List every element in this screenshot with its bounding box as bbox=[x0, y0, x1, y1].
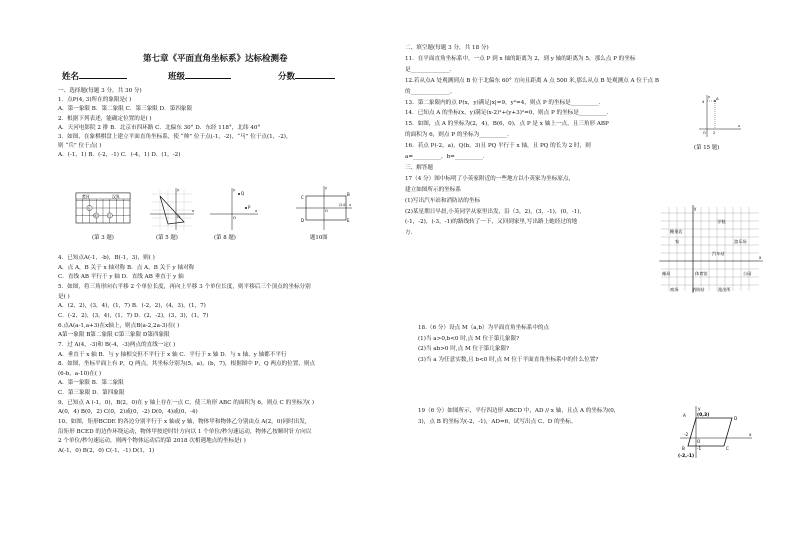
fig10-y-axis: y bbox=[325, 186, 328, 190]
fig15-origin: O bbox=[703, 131, 706, 135]
left-line-7: A．(-1，1) B．(-2，-1) C．(-4，1) D．(1，-2) bbox=[58, 152, 181, 159]
left-line2-0: 4．已知点A(-1，-b)，B(-1，3)，则( ) bbox=[58, 255, 155, 261]
name-blank[interactable] bbox=[79, 78, 127, 79]
fig8-p-label: P bbox=[248, 205, 251, 210]
q18-line-2: (2)当 ab>0 时,点 M 位于第几象限? bbox=[418, 346, 510, 352]
left-line2-16: A(0，4) B(0，2) C(0，2)或(0，-2) D(0，4)或(0，-4) bbox=[58, 409, 198, 416]
fig15-tick-2: 2 bbox=[713, 131, 716, 135]
score-blank[interactable] bbox=[295, 78, 335, 79]
right-line-17: 方． bbox=[405, 230, 417, 237]
left-line2-18: 沿矩形 BCED 的边作环绕运动，物体甲按逆时针方向以 1 个单位/秒匀速运动，物体乙按顺时针方向以 bbox=[58, 428, 312, 435]
right-line-0: 二、填空题(每题 3 分，共 18 分) bbox=[405, 45, 489, 51]
left-line-0: 一、选择题(每题 3 分，共 30 分) bbox=[58, 88, 142, 94]
class-blank[interactable] bbox=[185, 78, 231, 79]
fig10-b-label: B bbox=[347, 192, 350, 197]
left-line2-4: 是( ) bbox=[58, 293, 70, 300]
shuai-label: 帅 bbox=[94, 214, 98, 218]
map-mall: 商场 bbox=[670, 287, 679, 292]
point-p bbox=[245, 207, 247, 209]
fig15-x-axis: x bbox=[738, 124, 741, 128]
name-label-text: 姓名 bbox=[62, 72, 80, 82]
left-line2-6: C．(-2，2)，(3，4)，(1，7) D．(2，-2)，(3，3)，(1，7) bbox=[58, 312, 209, 319]
fig8-x-axis: x bbox=[255, 208, 258, 213]
chessboard-figure bbox=[72, 189, 136, 231]
fig8-origin: O bbox=[233, 215, 236, 220]
map-home: 家 bbox=[675, 239, 680, 244]
pq-figure bbox=[206, 186, 260, 232]
right-line-4: 的______________。 bbox=[405, 88, 456, 95]
left-line2-14: C．第三象限 D．第四象限 bbox=[58, 390, 125, 397]
left-line-5: 3．如图，在象棋棋盘上建立平面直角坐标系，使 “帅” 位于点(-1，-2)，“马” 位于点(1，-2)， bbox=[58, 134, 292, 140]
point-q bbox=[238, 193, 240, 195]
ma-label: 马 bbox=[107, 214, 112, 218]
fig15-a-label: A bbox=[716, 96, 719, 101]
left-line-4: A．天河电影院 2 排 B．北京市四环路 C．北偏东 30° D．东经 118°，北纬 40° bbox=[58, 124, 261, 131]
map-y-axis: y bbox=[694, 206, 697, 211]
right-line-11: 三、解答题 bbox=[405, 164, 433, 171]
left-line2-17: 10、如图，矩形BCDE 的各边分别平行于 x 轴或 y 轴，物体甲和物体乙分别由点 A(2，0)同时出发， bbox=[58, 419, 311, 426]
fig19-tick-m1: -1 bbox=[697, 446, 702, 451]
fig10-d-label: D bbox=[301, 218, 305, 223]
fig5-caption: (第 5 题) bbox=[156, 235, 178, 241]
name-label bbox=[62, 70, 127, 82]
left-line2-20: A(-1，0) B(2，0) C(-1，-1) D(1，1) bbox=[58, 448, 155, 454]
right-line-8: 的面积为 6，则点 P 的坐标为__________． bbox=[405, 132, 513, 139]
map-x-axis: x bbox=[759, 255, 762, 260]
map-school: 学校 bbox=[717, 219, 726, 224]
right-line-2: 是______________． bbox=[405, 66, 456, 73]
right-line-16: (-1，-2)，(-3，-1)的路线转了一下，又回到家里,写出路上她经过的地 bbox=[405, 219, 578, 226]
right-line-7: 15．如图，点 A 的坐标为(2，4)，B(6，0)，点 P 是 x 轴上一点，且三角形 ABP bbox=[405, 121, 609, 128]
left-line2-9: 7．过 A(4，-3)和 B(-4，-3)两点的直线一定( ) bbox=[58, 341, 176, 348]
q18-line-0: 18.（6 分）设点 M（a,b）为平面直角坐标系中的点 bbox=[418, 325, 550, 331]
fig5-x-axis: x bbox=[192, 208, 195, 213]
left-line2-7: 6.点A(a-1,a+3)在x轴上，则点B(a-2,2a-3)在( ) bbox=[58, 322, 180, 329]
left-line2-13: A．第一象限 B．第二象限 bbox=[58, 380, 124, 387]
left-line2-3: 5．如图，将三角形向右平移 2 个单位长度，再向上平移 3 个单位长度，则平移后三个顶点的坐标分别 bbox=[58, 283, 311, 290]
q18-line-3: (3)当 a 为任意实数,且 b<0 时,点 M 位于平面直角坐标系中的什么位置? bbox=[418, 356, 599, 363]
left-line2-11: 8．如图，坐标平面上有 P，Q 两点，其坐标分别为(5，a)，(b，7)，根据图中 P，Q 两点的位置，则点 bbox=[58, 361, 316, 368]
fig19-b-label: B bbox=[682, 446, 685, 451]
fig19-origin: O bbox=[697, 439, 701, 444]
rectangle-figure bbox=[292, 184, 354, 232]
chess-border-label: 汉界 bbox=[112, 194, 120, 199]
map-police-station: 派出所 bbox=[718, 287, 731, 292]
map-fire-station: 消防站 bbox=[692, 287, 705, 292]
left-line-1: 1．点P(4, 3)所在的象限是( ) bbox=[58, 97, 132, 104]
map-candy-shop: 糖果店 bbox=[670, 229, 683, 234]
fig10-c-label: C bbox=[301, 195, 304, 200]
fig5-origin: O bbox=[177, 214, 180, 219]
right-line-3: 12.若从点A 处观测到点 B 位于北偏东 60° 方向且距离 A 点 500 米,那么从点 B 处观测点 A 位于点 B bbox=[405, 77, 660, 84]
q19-line-1: 3)，点 B 的坐标为(-2，-1)，AD=6，试写出点 C、D 的坐标。 bbox=[418, 419, 577, 425]
chess-river-label: 楚河 bbox=[82, 194, 90, 199]
map-playground: 游乐场 bbox=[734, 239, 747, 244]
fig15-y-axis: y bbox=[708, 95, 711, 99]
fig19-b-coord: (-2,-1) bbox=[678, 454, 695, 459]
left-line2-1: A．点 A，B 关于 x 轴对称 B．点 A，B 关于 y 轴对称 bbox=[58, 264, 195, 271]
class-label bbox=[168, 70, 231, 82]
fig3-caption: (第 3 题) bbox=[92, 235, 114, 241]
fig10-e-label: E bbox=[347, 218, 350, 223]
left-line2-2: C．直线 AB 平行于 y 轴 D．直线 AB 垂直于 y 轴 bbox=[58, 274, 184, 281]
left-line2-8: A第一象限 B第二象限 C第三象限 D第四象限 bbox=[58, 332, 170, 339]
score-label bbox=[278, 70, 335, 82]
right-line-9: 16．若点 P(-2，a)，Q(b，3)且 PQ 平行于 x 轴，且 PQ 的长为 2 时，则 bbox=[405, 143, 591, 150]
map-bus-station: 汽车站 bbox=[712, 251, 725, 256]
left-line2-15: 9、已知点 A (-1，0)，B(2，0)在 y 轴上存在一点 C，使三角形 ABC 的面积为 6，则点 C 的坐标为( ) bbox=[58, 399, 315, 406]
map-gym: 体育馆 bbox=[695, 271, 708, 276]
map-park: 公园 bbox=[743, 271, 752, 276]
q19-line-0: 19（6 分）如图所示，平行四边形 ABCD 中，AD // x 轴，且点 A 的坐标为(0， bbox=[418, 408, 620, 414]
bing-label: 兵 bbox=[87, 206, 91, 211]
left-line2-10: A．垂直于 x 轴 B．与 y 轴相交但不平行于 x 轴 C．平行于 x 轴 D．与 x 轴、y 轴都不平行 bbox=[58, 351, 287, 358]
map-figure bbox=[655, 203, 765, 295]
left-line2-19: 2 个单位/秒匀速运动，则两个物体运动后的第 2018 次相遇地点的坐标是( ) bbox=[58, 438, 246, 445]
right-line-13: 建立如图所示的坐标系 bbox=[405, 186, 461, 193]
right-line-5: 13．第二象限内的点 P(x，y)满足|x|=9，y²=4，则点 P 的坐标是__________． bbox=[405, 99, 605, 106]
fig8-caption: (第 8 题) bbox=[214, 235, 236, 241]
left-line-3: 2．根据下列表述，能确定位置的是( ) bbox=[58, 115, 152, 122]
fig8-y-axis: y bbox=[233, 187, 236, 192]
left-line-2: A．第一象限 B．第二象限 C．第三象限 D．第四象限 bbox=[58, 106, 193, 113]
fig10-a-coord: (2,0) bbox=[339, 203, 347, 207]
left-line2-12: (6-b，a-10)在( ) bbox=[58, 370, 102, 377]
map-post-office: 邮局 bbox=[662, 271, 671, 276]
left-line-6: 则 “兵” 位于点( ) bbox=[58, 143, 102, 150]
fig15-tick-4: 4 bbox=[702, 100, 705, 104]
right-line-14: (1)写出汽车站和消防站的坐标 bbox=[405, 197, 481, 204]
class-label-text: 班级 bbox=[168, 72, 186, 82]
right-line-6: 14．已知点 A 的坐标(x，y)满足(x-2)²+(y+3)²=0，则点 P 的坐标是__________． bbox=[405, 110, 613, 117]
right-line-10: a=__________，b=__________． bbox=[405, 154, 489, 160]
fig5-y-axis: y bbox=[177, 187, 180, 192]
fig15-figure bbox=[697, 93, 743, 141]
right-line-12: 17（4 分）图中标明了小英家附近的一些地方以小英家为坐标原点， bbox=[405, 175, 575, 182]
parallelogram-figure bbox=[676, 404, 756, 460]
fig19-x-axis: x bbox=[749, 432, 752, 437]
fig19-y-axis: y bbox=[698, 406, 701, 411]
fig8-q-label: Q bbox=[241, 191, 245, 196]
fig19-a-coord: (0,3) bbox=[697, 413, 710, 418]
score-label-text: 分数 bbox=[278, 72, 296, 82]
page-title: 第七章《平面直角坐标系》达标检测卷 bbox=[143, 54, 288, 64]
q18-line-1: (1)当 a>0,b<0 时,点 M 位于第几象限? bbox=[418, 335, 520, 342]
fig10-caption: 题10图 bbox=[310, 235, 328, 241]
fig10-x-axis: x bbox=[349, 203, 352, 207]
right-line-15: (2)某星期日早晨,小英同学从家里出发，沿（3，2)，(3，-1)，(0，-1)， bbox=[405, 208, 585, 215]
triangle-figure bbox=[148, 186, 196, 232]
right-line-1: 11．在平面直角坐标系中，一点 P 到 x 轴的距离为 2，到 y 轴的距离为 5，那么点 P 的坐标 bbox=[405, 55, 636, 62]
fig19-d-label: D bbox=[734, 416, 738, 421]
fig19-c-label: C bbox=[726, 446, 729, 451]
fig10-origin: O bbox=[325, 209, 328, 213]
left-line2-5: A．(2，2)，(3，4)，(1，7) B．(-2，2)，(4，3)，(1，7) bbox=[58, 303, 206, 310]
fig19-tick-m2: -2 bbox=[684, 432, 689, 437]
fig19-a-label: A bbox=[683, 413, 686, 418]
fig15-caption: (第 15 题) bbox=[694, 145, 720, 151]
